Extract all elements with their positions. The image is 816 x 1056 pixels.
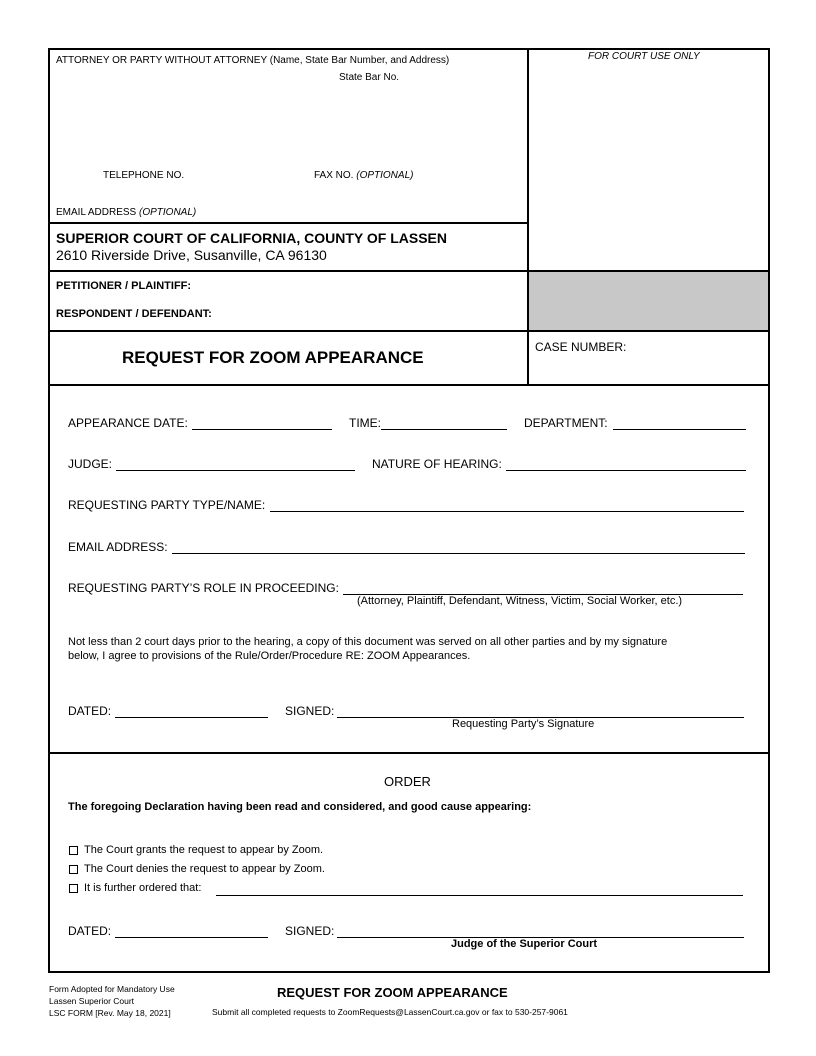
order-dated-label: DATED:: [68, 924, 112, 938]
request-dated-label: DATED:: [68, 704, 112, 718]
appearance-date-label: APPEARANCE DATE:: [68, 416, 188, 430]
court-address: 2610 Riverside Drive, Susanville, CA 96130: [56, 247, 327, 263]
statement-line-1: Not less than 2 court days prior to the hearing, a copy of this document was served on all other parties and by my signature: [68, 636, 668, 648]
time-field[interactable]: [381, 429, 507, 430]
petitioner-label: PETITIONER / PLAINTIFF:: [56, 280, 192, 292]
rule-order: [48, 752, 770, 754]
rule-court: [48, 222, 528, 224]
case-number-label: CASE NUMBER:: [535, 340, 627, 354]
fax-optional: (OPTIONAL): [356, 170, 414, 181]
order-title: ORDER: [384, 774, 431, 789]
time-label: TIME:: [349, 416, 381, 430]
judge-label: JUDGE:: [68, 457, 113, 471]
request-dated-field[interactable]: [115, 717, 268, 718]
email-label-text: EMAIL ADDRESS: [56, 207, 137, 218]
rule-body: [48, 384, 770, 386]
deny-checkbox[interactable]: [69, 865, 78, 874]
nature-field[interactable]: [506, 470, 746, 471]
party-type-label: REQUESTING PARTY TYPE/NAME:: [68, 498, 266, 512]
order-dated-field[interactable]: [115, 937, 268, 938]
party-type-field[interactable]: [270, 511, 744, 512]
further-order-checkbox[interactable]: [69, 884, 78, 893]
appearance-date-field[interactable]: [192, 429, 332, 430]
judge-field[interactable]: [116, 470, 355, 471]
footer-submit-note: Submit all completed requests to ZoomRequests@LassenCourt.ca.gov or fax to 530-257-9061: [212, 1007, 568, 1017]
rule-title: [48, 330, 770, 332]
attorney-label: ATTORNEY OR PARTY WITHOUT ATTORNEY (Name, State Bar Number, and Address): [56, 55, 450, 66]
nature-label: NATURE OF HEARING:: [372, 457, 502, 471]
further-order-option: It is further ordered that:: [84, 882, 202, 894]
form-title: REQUEST FOR ZOOM APPEARANCE: [122, 348, 424, 367]
grant-option: The Court grants the request to appear by Zoom.: [84, 844, 324, 856]
role-hint: (Attorney, Plaintiff, Defendant, Witness, Victim, Social Worker, etc.): [357, 595, 683, 607]
request-signature-caption: Requesting Party’s Signature: [452, 718, 595, 730]
fax-label: [314, 170, 413, 181]
request-email-label: EMAIL ADDRESS:: [68, 540, 168, 554]
department-label: DEPARTMENT:: [524, 416, 608, 430]
telephone-label: TELEPHONE NO.: [103, 170, 185, 181]
respondent-label: RESPONDENT / DEFENDANT:: [56, 308, 212, 320]
email-label: [56, 207, 196, 218]
role-label: REQUESTING PARTY’S ROLE IN PROCEEDING:: [68, 581, 339, 595]
court-use-shaded-box: [529, 272, 768, 330]
order-signed-label: SIGNED:: [285, 924, 335, 938]
judge-signature-caption: Judge of the Superior Court: [451, 938, 598, 950]
header-divider: [527, 48, 529, 386]
request-signed-label: SIGNED:: [285, 704, 335, 718]
footer-form-id: LSC FORM [Rev. May 18, 2021]: [49, 1008, 171, 1018]
statement-line-2: below, I agree to provisions of the Rule/Order/Procedure RE: ZOOM Appearances.: [68, 650, 471, 662]
department-field[interactable]: [613, 429, 746, 430]
footer-court: Lassen Superior Court: [49, 996, 135, 1006]
footer-title: REQUEST FOR ZOOM APPEARANCE: [277, 985, 508, 1000]
grant-checkbox[interactable]: [69, 846, 78, 855]
state-bar-label: State Bar No.: [339, 72, 400, 83]
order-intro: The foregoing Declaration having been read and considered, and good cause appearing:: [68, 801, 532, 813]
email-optional: (OPTIONAL): [139, 207, 197, 218]
fax-label-text: FAX NO.: [314, 170, 354, 181]
court-name: SUPERIOR COURT OF CALIFORNIA, COUNTY OF LASSEN: [56, 230, 447, 246]
court-use-label: FOR COURT USE ONLY: [588, 51, 700, 62]
further-order-field[interactable]: [216, 895, 743, 896]
footer-adopted: Form Adopted for Mandatory Use: [49, 984, 175, 994]
request-email-field[interactable]: [172, 553, 745, 554]
deny-option: The Court denies the request to appear by Zoom.: [84, 863, 325, 875]
